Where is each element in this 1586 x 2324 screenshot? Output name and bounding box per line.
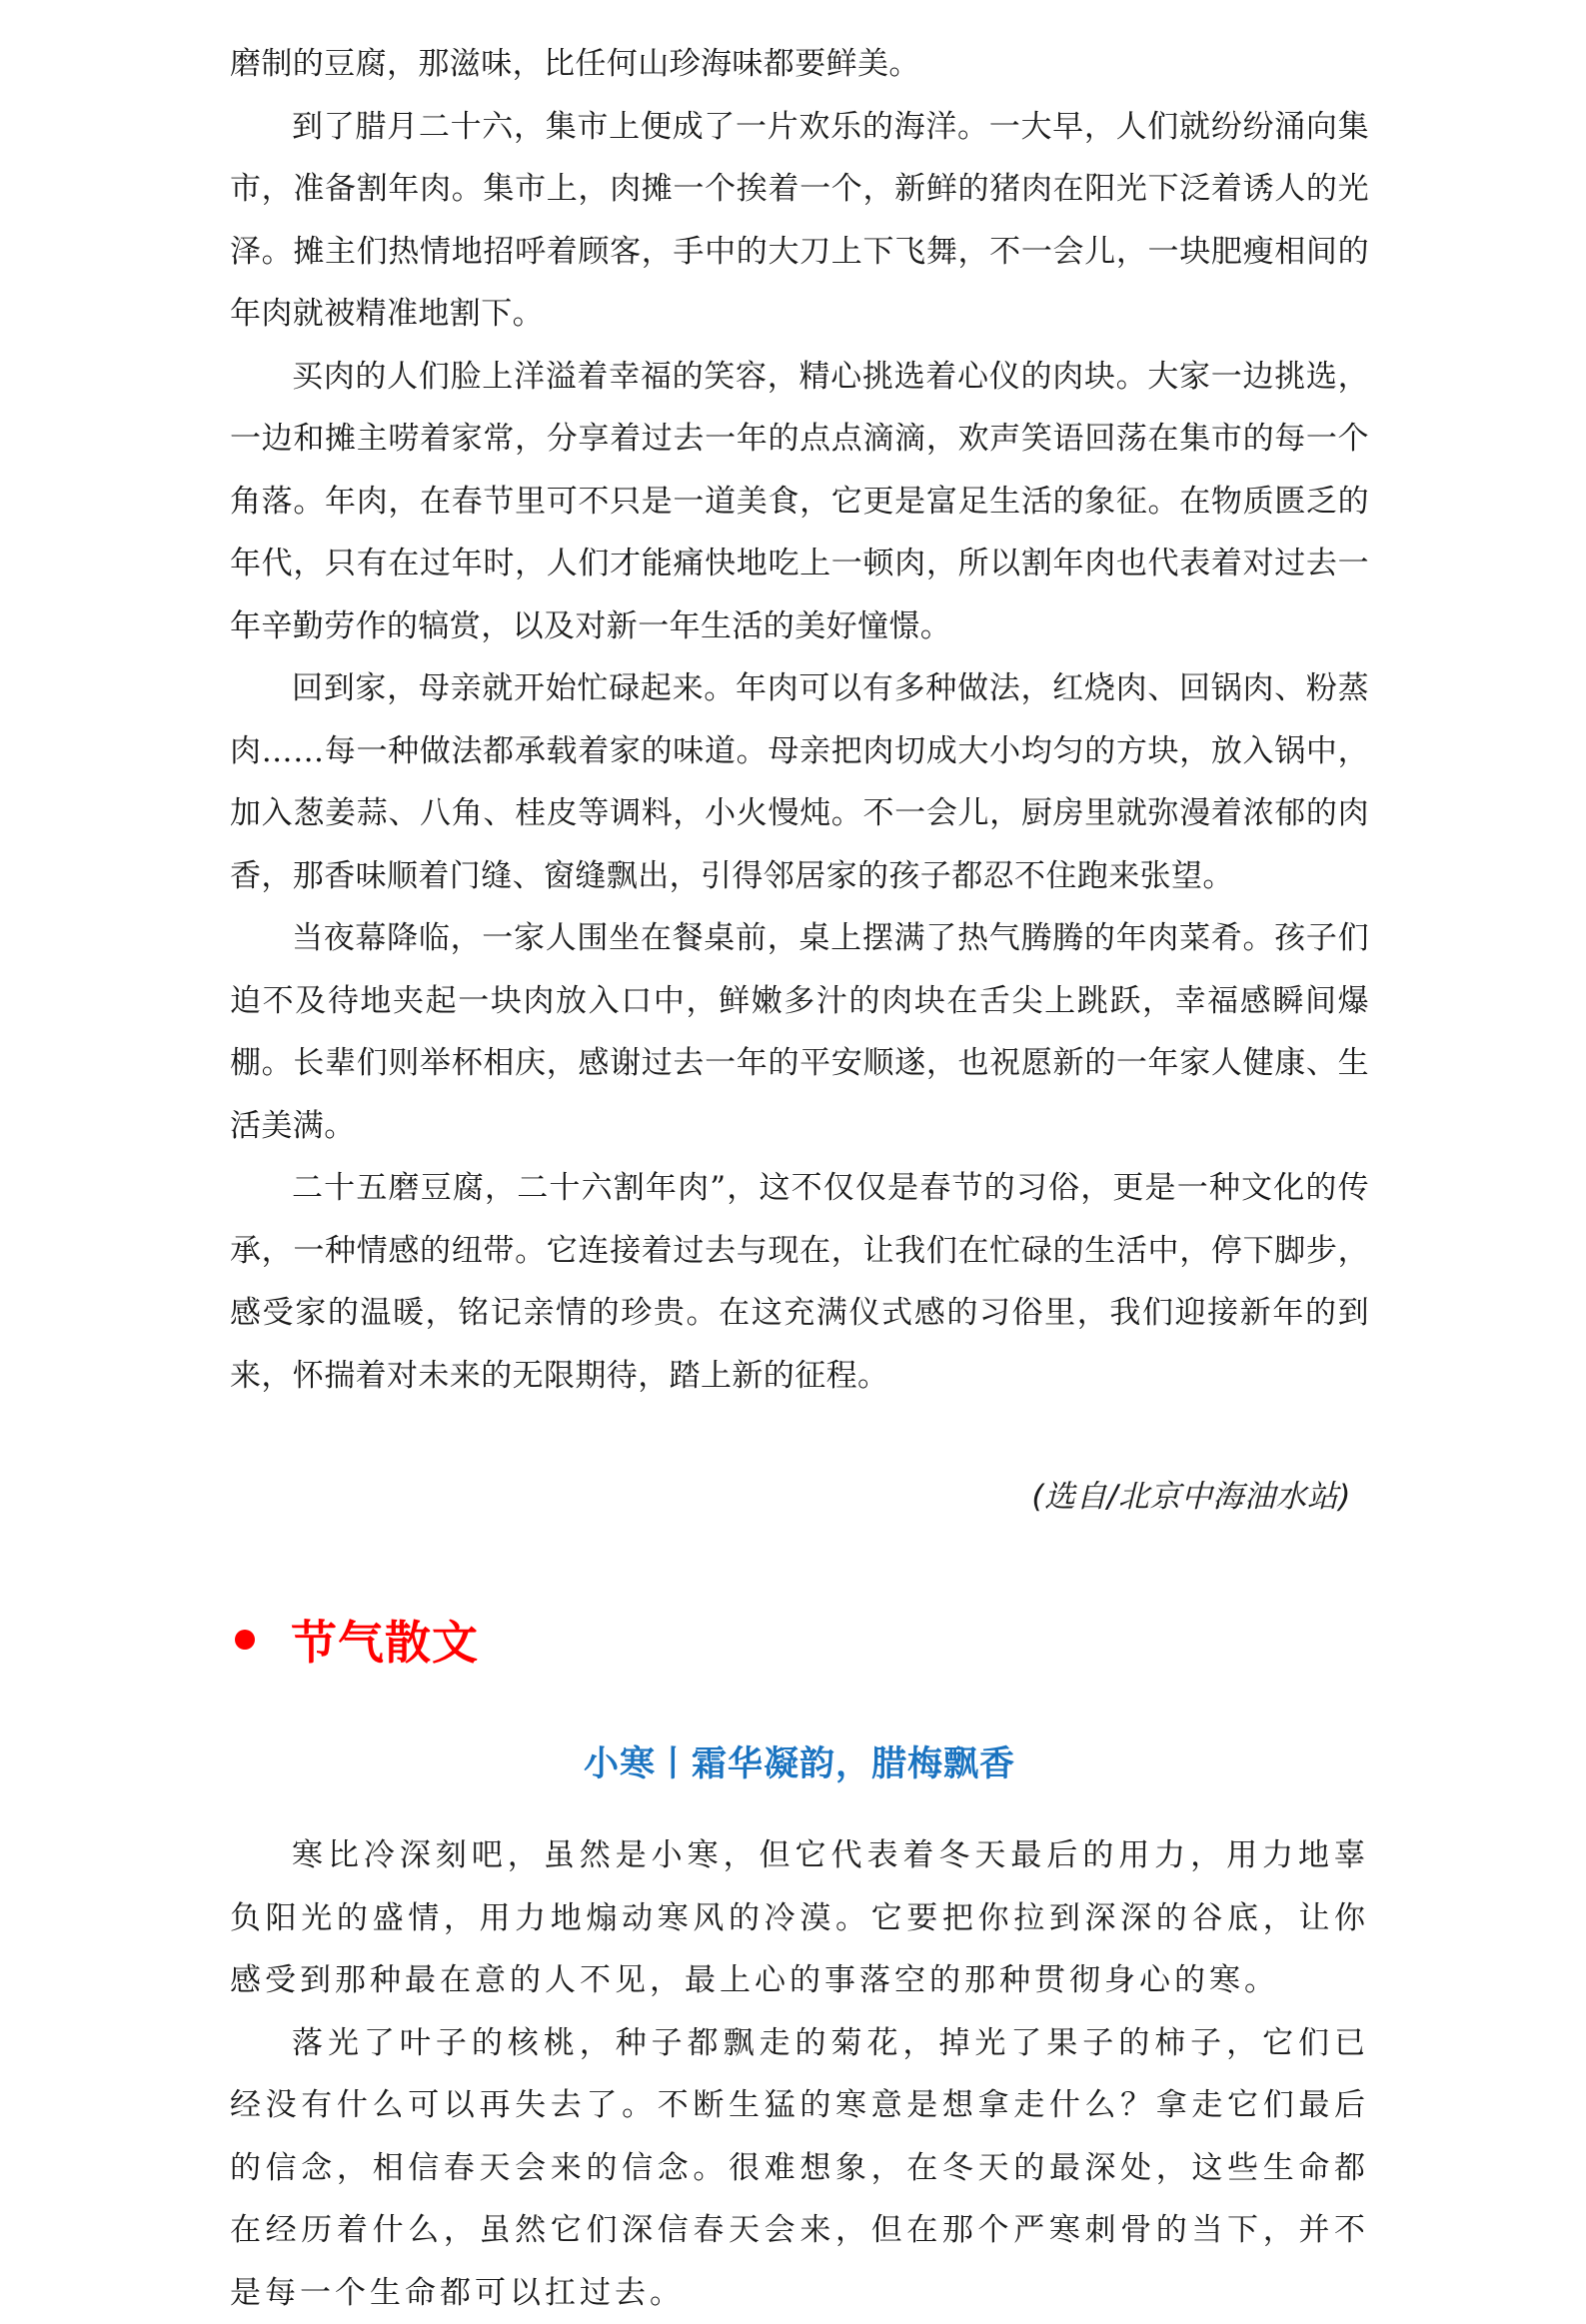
source-attribution: (选自/北京中海油水站) [1031, 1471, 1351, 1516]
paragraph: 磨制的豆腐，那滋味，比任何山珍海味都要鲜美。 [230, 33, 1369, 96]
article-body [230, 1824, 1369, 2324]
paragraph: 寒比冷深刻吧，虽然是小寒，但它代表着冬天最后的用力，用力地辜负阳光的盛情，用力地煽动寒风的冷漠。它要把你拉到深深的谷底，让你感受到那种最在意的人不见，最上心的事落空的那种贯彻身心的寒。 [230, 1824, 1369, 2012]
section-heading [235, 1607, 479, 1673]
paragraph: 回到家，母亲就开始忙碌起来。年肉可以有多种做法，红烧肉、回锅肉、粉蒸肉……每一种做法都承载着家的味道。母亲把肉切成大小均匀的方块，放入锅中，加入葱姜蒜、八角、桂皮等调料，小火慢炖。不一会儿，厨房里就弥漫着浓郁的肉香，那香味顺着门缝、窗缝飘出，引得邻居家的孩子都忍不住跑来张望。 [230, 657, 1369, 907]
article-body [230, 33, 1369, 1407]
section-title: 节气散文 [291, 1607, 479, 1673]
paragraph: 买肉的人们脸上洋溢着幸福的笑容，精心挑选着心仪的肉块。大家一边挑选，一边和摊主唠着家常，分享着过去一年的点点滴滴，欢声笑语回荡在集市的每一个角落。年肉，在春节里可不只是一道美食，它更是富足生活的象征。在物质匮乏的年代，只有在过年时，人们才能痛快地吃上一顿肉，所以割年肉也代表着对过去一年辛勤劳作的犒赏，以及对新一年生活的美好憧憬。 [230, 346, 1369, 658]
paragraph: 到了腊月二十六，集市上便成了一片欢乐的海洋。一大早，人们就纷纷涌向集市，准备割年肉。集市上，肉摊一个挨着一个，新鲜的猪肉在阳光下泛着诱人的光泽。摊主们热情地招呼着顾客，手中的大刀上下飞舞，不一会儿，一块肥瘦相间的年肉就被精准地割下。 [230, 96, 1369, 346]
paragraph: 落光了叶子的核桃，种子都飘走的菊花，掉光了果子的柿子，它们已经没有什么可以再失去了。不断生猛的寒意是想拿走什么？拿走它们最后的信念，相信春天会来的信念。很难想象，在冬天的最深处，这些生命都在经历着什么，虽然它们深信春天会来，但在那个严寒刺骨的当下，并不是每一个生命都可以扛过去。 [230, 2012, 1369, 2324]
article-title: 小寒丨霜华凝韵，腊梅飘香 [230, 1737, 1369, 1786]
bullet-icon [235, 1630, 255, 1650]
paragraph: 二十五磨豆腐，二十六割年肉”，这不仅仅是春节的习俗，更是一种文化的传承，一种情感的纽带。它连接着过去与现在，让我们在忙碌的生活中，停下脚步，感受家的温暖，铭记亲情的珍贵。在这充满仪式感的习俗里，我们迎接新年的到来，怀揣着对未来的无限期待，踏上新的征程。 [230, 1157, 1369, 1407]
paragraph: 当夜幕降临，一家人围坐在餐桌前，桌上摆满了热气腾腾的年肉菜肴。孩子们迫不及待地夹起一块肉放入口中，鲜嫩多汁的肉块在舌尖上跳跃，幸福感瞬间爆棚。长辈们则举杯相庆，感谢过去一年的平安顺遂，也祝愿新的一年家人健康、生活美满。 [230, 907, 1369, 1157]
